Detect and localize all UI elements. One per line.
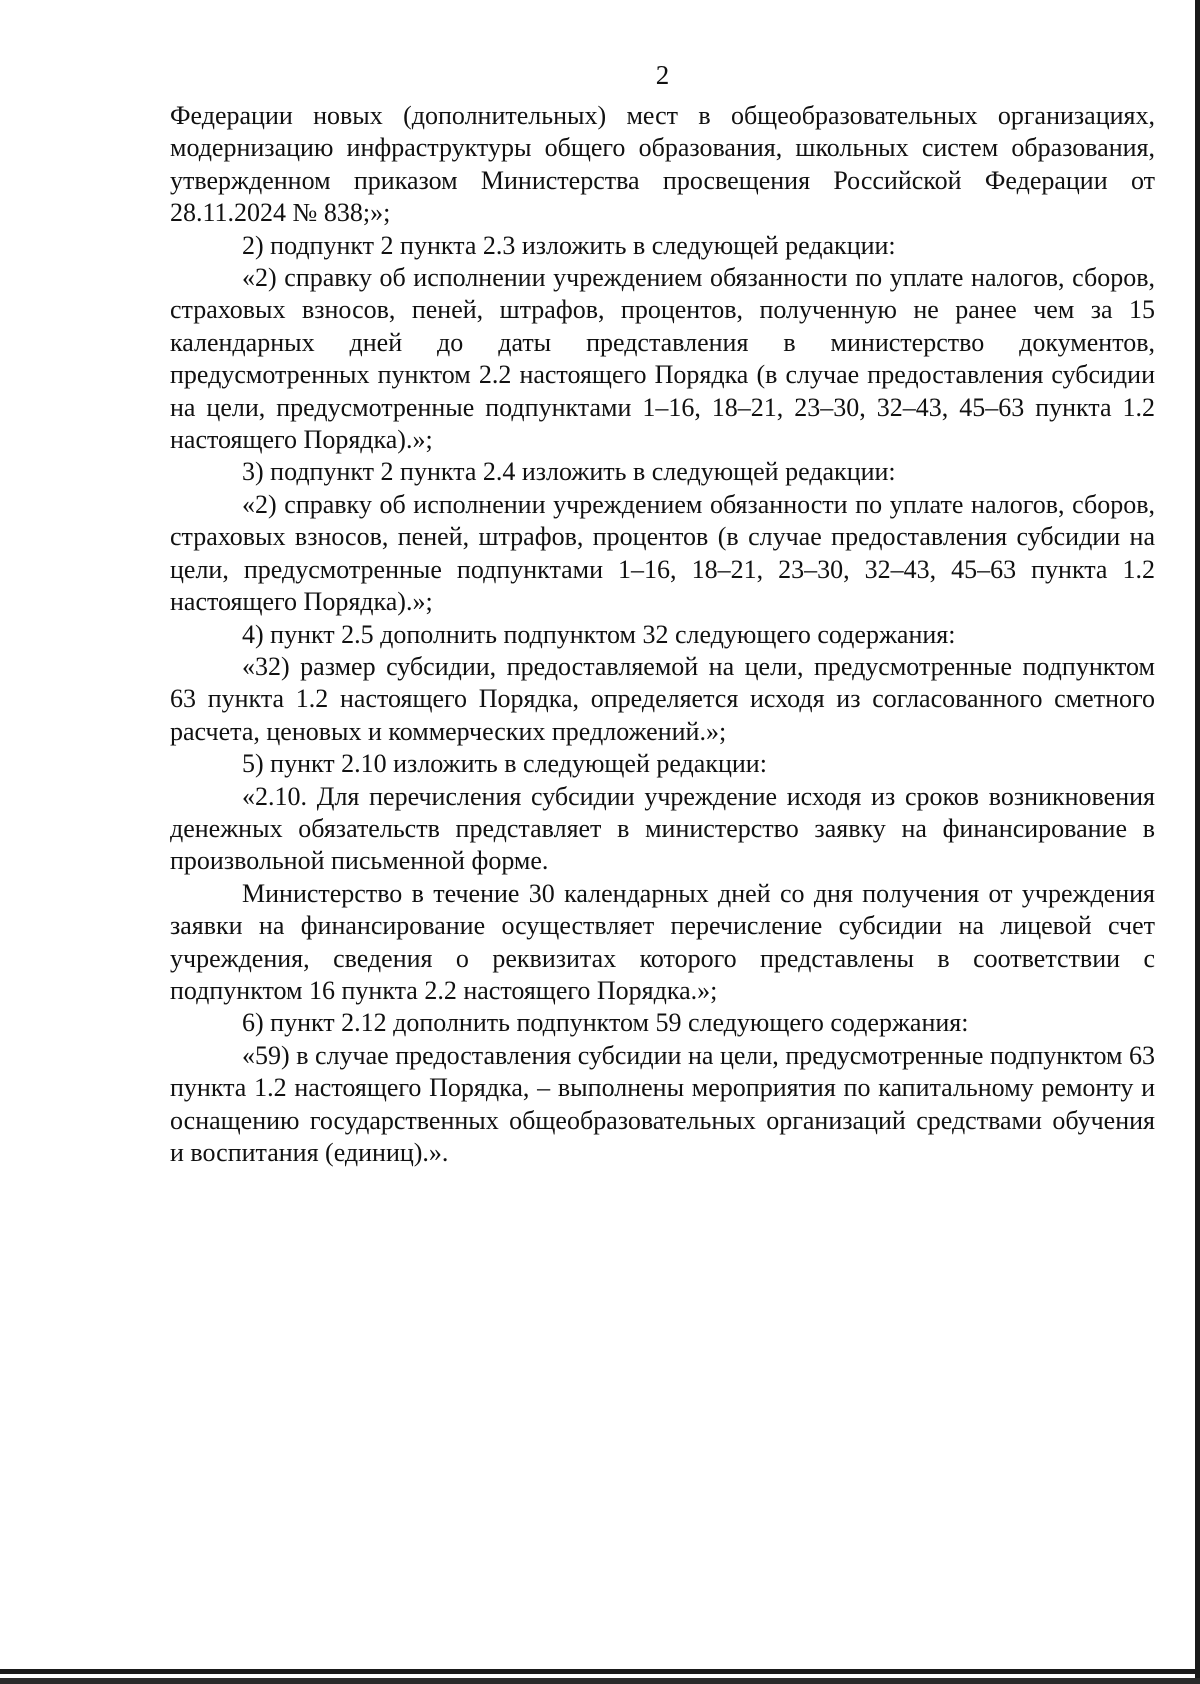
document-body [170,100,1155,1169]
paragraph: Министерство в течение 30 календарных дней со дня получения от учреждения заявки на финансирование осуществляет перечисление субсидии на лицевой счет учреждения, сведения о реквизитах которого представлены в соответствии с подпунктом 16 пункта 2.2 настоящего Порядка.»; [170,878,1155,1005]
scan-edge-bottom-outer [0,1678,1200,1684]
paragraph: «2) справку об исполнении учреждением обязанности по уплате налогов, сборов, страховых взносов, пеней, штрафов, процентов (в случае предоставления субсидии на цели, предусмотренные подпунктами 1–16, 18–21, 23–30, 32–43, 45–63 пункта 1.2 настоящего Порядка).»; [170,489,1155,617]
paragraph: 5) пункт 2.10 изложить в следующей редакции: [242,749,767,779]
paragraph: 4) пункт 2.5 дополнить подпунктом 32 следующего содержания: [242,619,956,649]
paragraph: 3) подпункт 2 пункта 2.4 изложить в следующей редакции: [242,457,896,487]
paragraph: «2.10. Для перечисления субсидии учреждение исходя из сроков возникновения денежных обязательств представляет в министерство заявку на финансирование в произвольной письменной форме. [170,781,1155,876]
paragraph: 6) пункт 2.12 дополнить подпунктом 59 следующего содержания: [242,1008,969,1038]
paragraph: Федерации новых (дополнительных) мест в общеобразовательных организациях, модернизацию инфраструктуры общего образования, школьных систем образования, утвержденном приказом Министерства просвещения Российской Федерации от 28.11.2024 № 838;»; [170,101,1155,228]
paragraph: 2) подпункт 2 пункта 2.3 изложить в следующей редакции: [242,230,896,260]
scan-edge-right [1195,0,1200,1684]
paragraph: «32) размер субсидии, предоставляемой на цели, предусмотренные подпунктом 63 пункта 1.2 настоящего Порядка, определяется исходя из согласованного сметного расчета, ценовых и коммерческих предложений.»; [170,651,1155,746]
paragraph: «59) в случае предоставления субсидии на цели, предусмотренные подпунктом 63 пункта 1.2 настоящего Порядка, – выполнены мероприятия по капитальному ремонту и оснащению государственных общеобразовательных организаций средствами обучения и воспитания (единиц).». [170,1040,1155,1167]
paragraph: «2) справку об исполнении учреждением обязанности по уплате налогов, сборов, страховых взносов, пеней, штрафов, процентов, полученную не ранее чем за 15 календарных дней до даты представления в министерство документов, предусмотренных пунктом 2.2 настоящего Порядка (в случае предоставления субсидии на цели, предусмотренные подпунктами 1–16, 18–21, 23–30, 32–43, 45–63 пункта 1.2 настоящего Порядка).»; [170,263,1155,455]
page-number: 2 [655,60,670,90]
scan-edge-bottom [0,1669,1200,1674]
